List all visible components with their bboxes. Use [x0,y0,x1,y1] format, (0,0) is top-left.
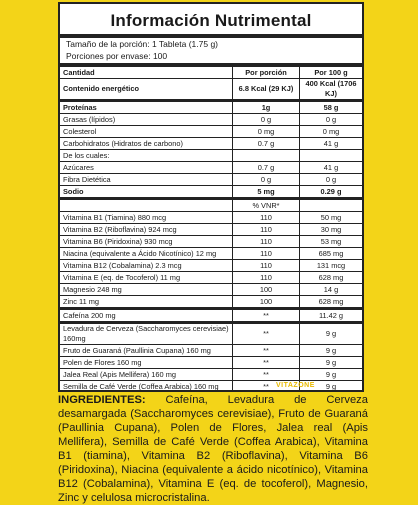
serving-size: Tamaño de la porción: 1 Tableta (1.75 g) [66,39,218,49]
nutrient-name: Niacina (equivalente a Ácido Nicotínico) 12 mg [60,248,233,260]
per-100g-value: 11.42 g [300,309,363,323]
per-100g-value: 0 mg [300,126,363,138]
per-serving-value: 5 mg [233,186,300,199]
nutrient-name: De los cuales: [60,150,233,162]
per-serving-value: 1g [233,101,300,114]
per-serving-value: 110 [233,260,300,272]
nutrient-name: Carbohidratos (Hidratos de carbono) [60,138,233,150]
table-row [60,296,362,309]
table-row [60,323,362,345]
nutrient-name: Vitamina B1 (Tiamina) 880 mcg [60,212,233,224]
nutrient-name [60,199,233,212]
nutrition-table [60,67,362,392]
per-100g-value: 58 g [300,101,363,114]
servings-per-container: Porciones por envase: 100 [60,50,362,67]
per-100g-value: 9 g [300,323,363,345]
per-100g-value: 131 mcg [300,260,363,272]
table-row [60,174,362,186]
nutrient-name: Vitamina B12 (Cobalamina) 2.3 mcg [60,260,233,272]
table-row [60,212,362,224]
nutrient-name: Fibra Dietética [60,174,233,186]
ingredients-label: INGREDIENTES: [58,394,146,406]
table-row [60,101,362,114]
per-100g-value [300,150,363,162]
nutrient-name: Polen de Flores 160 mg [60,357,233,369]
table-row [60,357,362,369]
per-100g-value [300,199,363,212]
table-row [60,162,362,174]
nutrient-name: Cafeína 200 mg [60,309,233,323]
per-100g-value: 53 mg [300,236,363,248]
per-100g-value: 41 g [300,162,363,174]
panel-title: Información Nutrimental [60,4,362,38]
per-100g-value: 0 g [300,114,363,126]
per-100g-value: 628 mg [300,296,363,309]
watermark-logo: VITAZONE [276,382,315,389]
table-row [60,369,362,381]
table-row [60,248,362,260]
table-row [60,138,362,150]
per-100g-value: 9 g [300,357,363,369]
per-serving-value: 110 [233,272,300,284]
per-serving-value: 0.7 g [233,162,300,174]
nutrient-name: Grasas (lípidos) [60,114,233,126]
table-row [60,381,362,393]
nutrient-name: Vitamina E (eq. de Tocoferol) 11 mg [60,272,233,284]
per-serving-value: % VNR* [233,199,300,212]
nutrient-name: Sodio [60,186,233,199]
per-serving-value: ** [233,381,300,393]
per-serving-value: ** [233,323,300,345]
header-cantidad: Cantidad [60,67,233,79]
nutrient-name: Semilla de Café Verde (Coffea Arabica) 160 mg [60,381,233,393]
table-row [60,114,362,126]
table-row [60,236,362,248]
per-serving-value: 110 [233,248,300,260]
nutrient-name: Proteínas [60,101,233,114]
nutrient-name: Zinc 11 mg [60,296,233,309]
per-100g-value: 0 g [300,174,363,186]
per-100g-value: 50 mg [300,212,363,224]
table-row [60,345,362,357]
per-serving-value: 110 [233,224,300,236]
per-100g-value: 685 mg [300,248,363,260]
table-row [60,199,362,212]
table-row [60,126,362,138]
nutrient-name: Azúcares [60,162,233,174]
per-serving-value: 0.7 g [233,138,300,150]
nutrient-name: Vitamina B2 (Riboflavina) 924 mcg [60,224,233,236]
ingredients-paragraph [58,393,368,505]
per-100g-value: 9 g [300,381,363,393]
per-100g-value: 9 g [300,345,363,357]
table-row [60,284,362,296]
table-row [60,309,362,323]
per-serving-value: 100 [233,296,300,309]
per-100g-value: 0.29 g [300,186,363,199]
per-serving-value: 0 g [233,114,300,126]
per-100g-value: 400 Kcal (1706 KJ) [300,79,363,101]
per-100g-value: 9 g [300,369,363,381]
table-row [60,260,362,272]
per-serving-value: 6.8 Kcal (29 KJ) [233,79,300,101]
per-serving-value: 0 g [233,174,300,186]
table-row [60,79,362,101]
nutrient-name: Colesterol [60,126,233,138]
header-por-100g: Por 100 g [300,67,363,79]
table-row [60,186,362,199]
table-row [60,150,362,162]
nutrient-name: Magnesio 248 mg [60,284,233,296]
table-header-row [60,67,362,79]
nutrient-name: Jalea Real (Apis Mellifera) 160 mg [60,369,233,381]
per-100g-value: 30 mg [300,224,363,236]
per-serving-value: 110 [233,236,300,248]
per-100g-value: 14 g [300,284,363,296]
nutrient-name: Fruto de Guaraná (Paullinia Cupana) 160 mg [60,345,233,357]
ingredients-text: Cafeína, Levadura de Cerveza desamargada (Saccharomyces cerevisiae), Fruto de Guaraná (Paullinia Cupana), Polen de Flores, Jalea real (Apis Mellifera), Semilla de Café Verde (Coffea Arabica), Vitamina B1 (tiamina), Vitamina B2 (Riboflavina), Vitamina B6 (Piridoxina), Niacina (equivalente a ácido nicotínico), Vitamina B12 (Cobalamina), Vitamina E (eq. de tocoferol), Magnesio, Zinc y celulosa microcristalina. [58,394,368,504]
nutrient-name: Vitamina B6 (Piridoxina) 930 mcg [60,236,233,248]
nutrient-name: Contenido energético [60,79,233,101]
nutrient-name: Levadura de Cerveza (Saccharomyces cerevisiae) 160mg [60,323,233,345]
nutrition-facts-panel [58,2,364,392]
header-por-porcion: Por porción [233,67,300,79]
per-serving-value: ** [233,345,300,357]
table-row [60,224,362,236]
per-serving-value: 110 [233,212,300,224]
per-serving-value: 0 mg [233,126,300,138]
table-row [60,272,362,284]
per-serving-value: ** [233,357,300,369]
per-100g-value: 628 mg [300,272,363,284]
per-serving-value: 100 [233,284,300,296]
per-serving-value: ** [233,309,300,323]
per-100g-value: 41 g [300,138,363,150]
per-serving-value: ** [233,369,300,381]
per-serving-value [233,150,300,162]
